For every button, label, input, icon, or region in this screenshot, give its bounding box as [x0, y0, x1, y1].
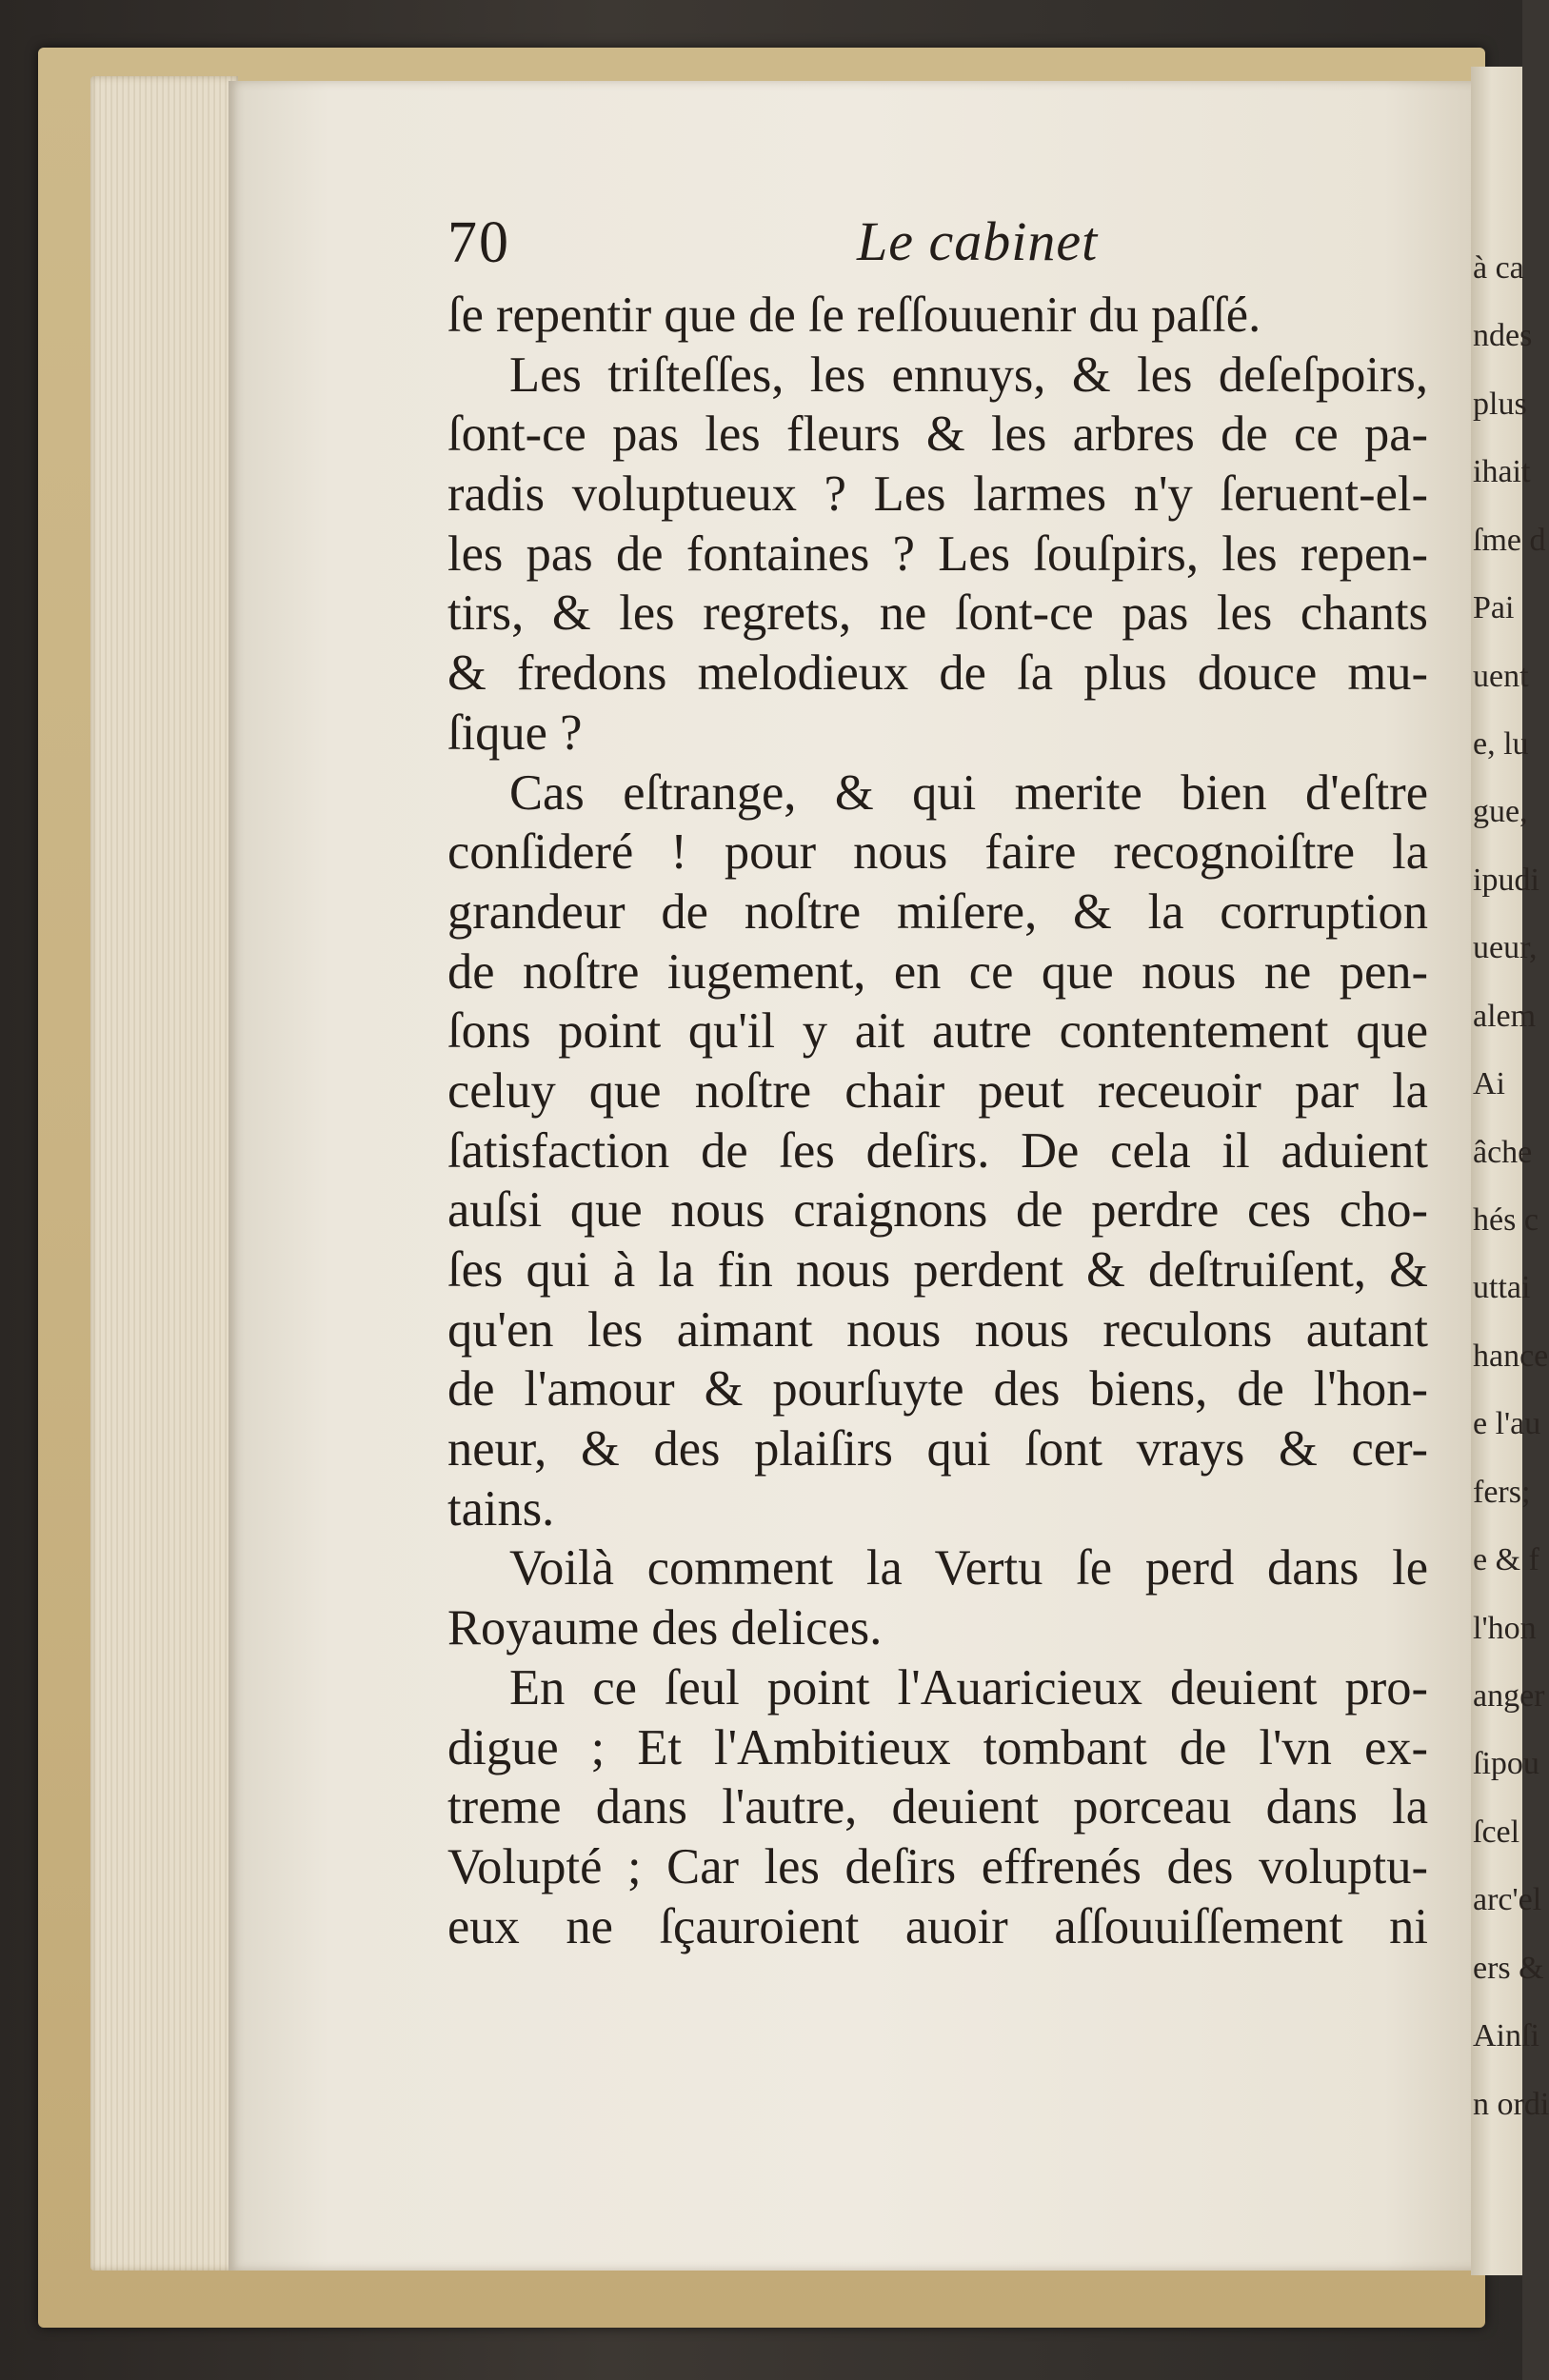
text-line: digue ; Et l'Ambitieux tombant de l'vn ex- [447, 1719, 1428, 1775]
page-text-block [447, 195, 1428, 1956]
body-text [447, 286, 1428, 1956]
next-leaf-fragment: âche [1473, 1134, 1533, 1170]
next-leaf-fragment: fers; [1473, 1474, 1531, 1510]
next-leaf-fragment: hance [1473, 1338, 1549, 1374]
running-title: Le cabinet [857, 210, 1099, 272]
text-line: celuy que noſtre chair peut receuoir par la [447, 1062, 1428, 1119]
next-leaf-fragment: ſme d [1473, 522, 1546, 558]
text-line: En ce ſeul point l'Auaricieux deuient pro- [509, 1659, 1428, 1716]
next-leaf-fragment: ers & [1473, 1950, 1544, 1986]
text-line: Les triſteſſes, les ennuys, & les deſeſpoirs, [509, 347, 1428, 403]
text-line: Cas eſtrange, & qui merite bien d'eſtre [509, 764, 1428, 821]
next-leaf-fragment: e, lu [1473, 726, 1529, 762]
next-leaf-fragment: e & f [1473, 1542, 1539, 1578]
text-line: tains. [447, 1480, 555, 1537]
text-line: Royaume des delices. [447, 1600, 883, 1656]
text-line: Volupté ; Car les deſirs effrenés des voluptu- [447, 1838, 1428, 1894]
text-line: neur, & des plaiſirs qui ſont vrays & cer- [447, 1421, 1428, 1478]
text-line: ſe repentir que de ſe reſſouuenir du paſſé. [447, 288, 1261, 343]
text-line: de l'amour & pourſuyte des biens, de l'hon- [447, 1361, 1428, 1418]
next-leaf-fragment: Ai [1473, 1066, 1505, 1102]
text-line: Voilà comment la Vertu ſe perd dans le [509, 1540, 1428, 1597]
next-leaf-fragment: hés c [1473, 1202, 1539, 1238]
next-leaf-fragment: ueur, [1473, 930, 1538, 966]
text-line: grandeur de noſtre miſere, & la corruption [447, 883, 1428, 940]
next-leaf-fragment: Pai [1473, 590, 1515, 626]
text-line: ſatisfaction de ſes deſirs. De cela il aduient [447, 1122, 1428, 1179]
text-line: ſont-ce pas les fleurs & les arbres de ce pa- [447, 407, 1428, 463]
text-line: conſideré ! pour nous faire recognoiſtre la [447, 824, 1428, 881]
next-leaf-fragment: plus [1473, 386, 1527, 422]
next-leaf-fragment: alem [1473, 998, 1537, 1034]
page-number: 70 [447, 210, 510, 275]
next-leaf-fragment: ſcel [1473, 1814, 1520, 1850]
text-line: eux ne ſçauroient auoir aſſouuiſſement ni [447, 1898, 1428, 1954]
next-leaf-fragment: Ainſi [1473, 2018, 1539, 2054]
next-leaf-fragment: n ordi [1473, 2086, 1549, 2122]
text-line: ſique ? [447, 704, 583, 761]
page-header [447, 195, 1428, 286]
next-leaf-fragment: anger [1473, 1678, 1545, 1714]
text-line: & fredons melodieux de ſa plus douce mu- [447, 645, 1428, 702]
next-leaf-fragment: ndes [1473, 318, 1533, 354]
text-line: treme dans l'autre, deuient porceau dans la [447, 1779, 1428, 1835]
text-line: auſsi que nous craignons de perdre ces cho- [447, 1182, 1428, 1239]
text-line: radis voluptueux ? Les larmes n'y ſeruent-el- [447, 466, 1428, 523]
next-leaf-fragment: e l'au [1473, 1406, 1541, 1442]
next-leaf-edge [1471, 67, 1549, 2275]
next-leaf-fragment: ſipou [1473, 1746, 1539, 1782]
text-line: ſons point qu'il y ait autre contentement que [447, 1003, 1428, 1060]
text-line: ſes qui à la fin nous perdent & deſtruiſent, & [447, 1242, 1428, 1298]
text-line: qu'en les aimant nous nous reculons autant [447, 1301, 1428, 1358]
next-leaf-fragment: arc'el [1473, 1882, 1542, 1918]
text-line: de noſtre iugement, en ce que nous ne pen- [447, 943, 1428, 1000]
page-block-edges [90, 76, 238, 2271]
next-leaf-fragment: l'hon [1473, 1610, 1537, 1646]
next-leaf-fragment: uttai [1473, 1270, 1531, 1306]
text-line: les pas de fontaines ? Les ſouſpirs, les repen- [447, 526, 1428, 582]
next-leaf-fragment: à ca [1473, 250, 1524, 286]
next-leaf-fragment: ihait [1473, 454, 1531, 490]
next-leaf-fragment: uent [1473, 658, 1529, 694]
next-leaf-fragment: ipudi [1473, 862, 1539, 898]
next-leaf-fragment: gue, [1473, 794, 1528, 830]
text-line: tirs, & les regrets, ne ſont-ce pas les chants [447, 585, 1428, 642]
